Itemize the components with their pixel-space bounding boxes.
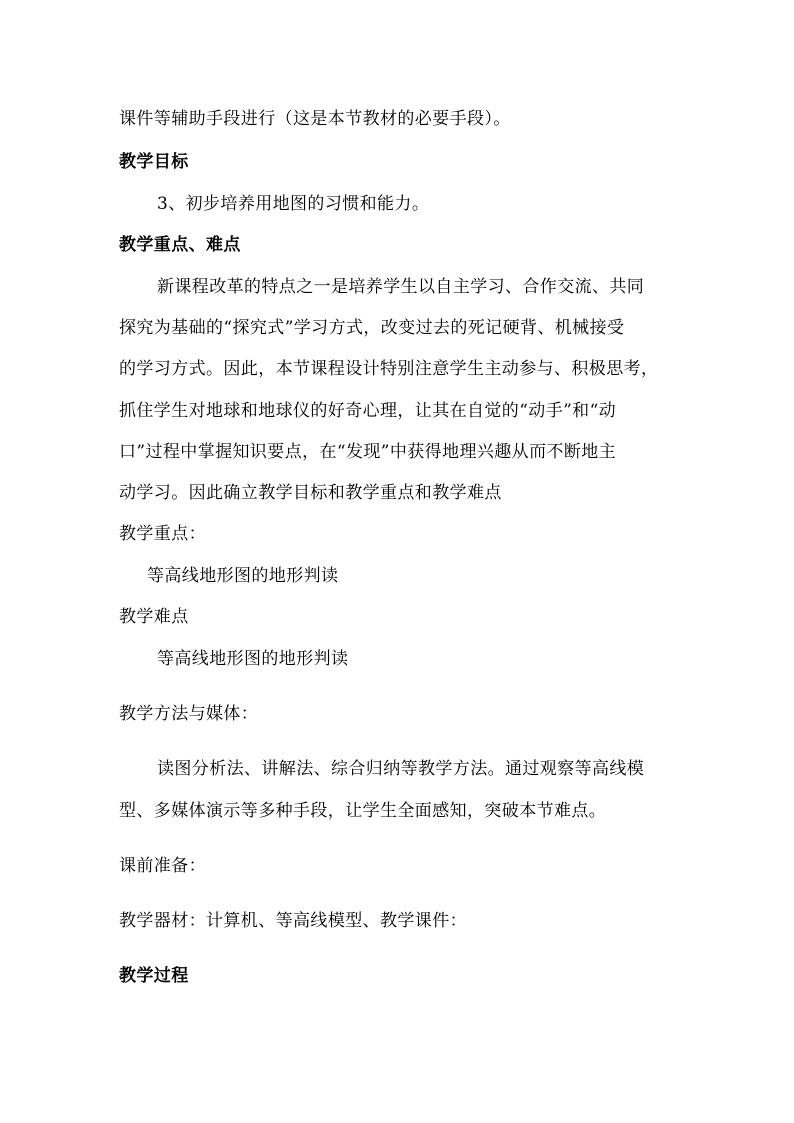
difficult-points-text: 等高线地形图的地形判读 [157, 649, 349, 669]
paragraph-line: 动学习。因此确立教学目标和教学重点和教学难点 [119, 483, 502, 503]
paragraph-line: 探究为基础的“探究式”学习方式，改变过去的死记硬背、机械接受 [119, 318, 625, 338]
equipment-line: 教学器材：计算机、等高线模型、教学课件： [119, 911, 467, 931]
text-line: 课件等辅助手段进行（这是本节教材的必要手段）。 [119, 109, 511, 129]
label-methods: 教学方法与媒体： [119, 704, 259, 724]
section-heading-key-difficult: 教学重点、难点 [119, 235, 241, 255]
paragraph-line: 新课程改革的特点之一是培养学生以自主学习、合作交流、共同 [157, 277, 645, 297]
label-difficult-points: 教学难点 [119, 607, 189, 627]
label-key-points: 教学重点： [119, 524, 206, 544]
paragraph-line: 的学习方式。因此，本节课程设计特别注意学生主动参与、积极思考， [119, 359, 659, 379]
objective-item: 3、初步培养用地图的习惯和能力。 [157, 194, 430, 214]
section-heading-objectives: 教学目标 [119, 152, 189, 172]
key-points-text: 等高线地形图的地形判读 [147, 566, 339, 586]
paragraph-line: 口”过程中掌握知识要点，在“发现”中获得地理兴趣从而不断地主 [119, 442, 617, 462]
methods-line: 读图分析法、讲解法、综合归纳等教学方法。通过观察等高线模 [157, 759, 645, 779]
label-preparation: 课前准备： [119, 856, 206, 876]
section-heading-process: 教学过程 [119, 966, 189, 986]
methods-line: 型、多媒体演示等多种手段，让学生全面感知，突破本节难点。 [119, 801, 607, 821]
paragraph-line: 抓住学生对地球和地球仪的好奇心理，让其在自觉的“动手”和“动 [119, 401, 617, 421]
